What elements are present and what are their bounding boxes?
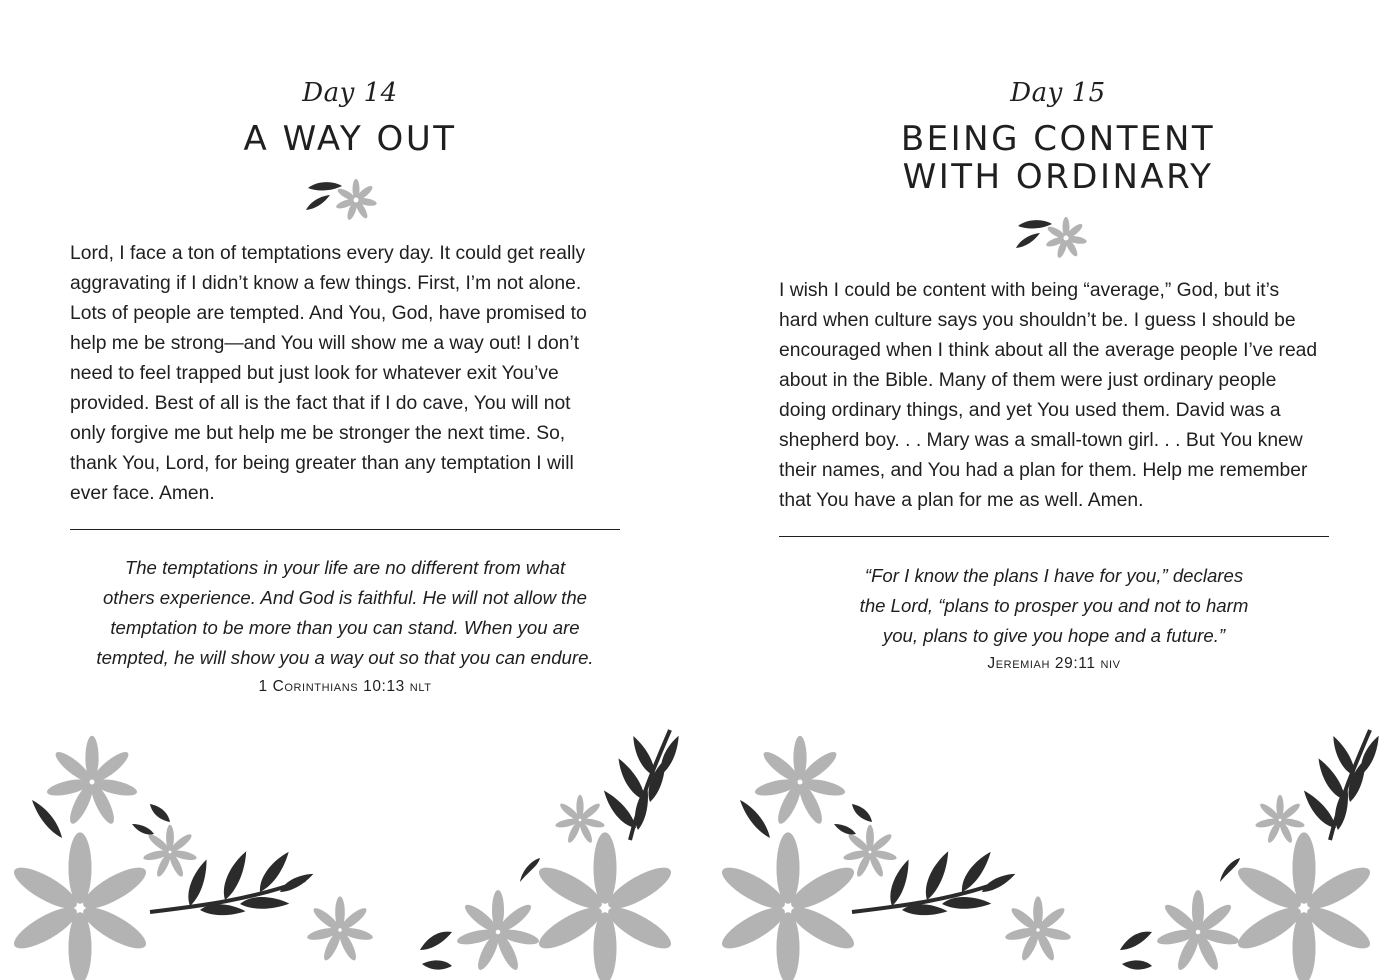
prayer-line: about in the Bible. Many of them were just ordinary people: [779, 370, 1277, 391]
divider-rule: [779, 536, 1329, 537]
verse-line: temptation to be more than you can stand. When you are: [110, 617, 580, 638]
prayer-line: hard when culture says you shouldn’t be. I guess I should be: [779, 310, 1296, 331]
prayer-line: Lord, I face a ton of temptations every day. It could get really: [70, 243, 586, 264]
verse-line: The temptations in your life are no different from what: [124, 557, 566, 578]
day-label: Day 15: [1010, 78, 1106, 108]
verse-line: the Lord, “plans to prosper you and not to harm: [859, 595, 1249, 616]
prayer-line: Lots of people are tempted. And You, God, have promised to: [70, 303, 587, 324]
prayer-line: only forgive me but help me be stronger the next time. So,: [70, 423, 566, 444]
page-title: [708, 120, 1400, 196]
title-line: A WAY OUT: [243, 119, 457, 159]
prayer-line: help me be strong—and You will show me a way out! I don’t: [70, 333, 580, 354]
scripture-reference: Jeremiah 29:11 niv: [987, 655, 1121, 672]
prayer-line: that You have a plan for me as well. Amen.: [779, 490, 1144, 511]
title-line: BEING CONTENT: [900, 119, 1216, 159]
page-title: [0, 120, 700, 158]
scripture-reference: 1 Corinthians 10:13 nlt: [258, 678, 432, 695]
prayer-line: encouraged when I think about all the average people I’ve read: [779, 340, 1318, 361]
prayer-line: shepherd boy. . . Mary was a small-town girl. . . But You knew: [779, 430, 1303, 451]
leaf-sprig-icon: [302, 178, 392, 222]
prayer-line: ever face. Amen.: [70, 483, 215, 504]
floral-border-icon: [708, 720, 1400, 980]
verse-line: you, plans to give you hope and a future.”: [882, 625, 1226, 646]
leaf-sprig-icon: [1012, 216, 1102, 260]
prayer-line: provided. Best of all is the fact that if I do cave, You will not: [70, 393, 571, 414]
prayer-line: aggravating if I didn’t know a few things. First, I’m not alone.: [70, 273, 582, 294]
divider-rule: [70, 529, 620, 530]
prayer-line: their names, and You had a plan for them. Help me remember: [779, 460, 1308, 481]
prayer-line: need to feel trapped but just look for whatever exit You’ve: [70, 363, 559, 384]
prayer-line: I wish I could be content with being “average,” God, but it’s: [779, 280, 1280, 301]
floral-border-icon: [0, 720, 700, 980]
verse-line: others experience. And God is faithful. He will not allow the: [102, 587, 588, 608]
verse-line: tempted, he will show you a way out so that you can endure.: [96, 647, 594, 668]
verse-line: “For I know the plans I have for you,” declares: [864, 565, 1244, 586]
prayer-line: thank You, Lord, for being greater than any temptation I will: [70, 453, 574, 474]
title-line: WITH ORDINARY: [902, 157, 1214, 197]
right-page: [708, 0, 1400, 980]
day-label: Day 14: [302, 78, 398, 108]
prayer-line: doing ordinary things, and yet You used them. David was a: [779, 400, 1281, 421]
